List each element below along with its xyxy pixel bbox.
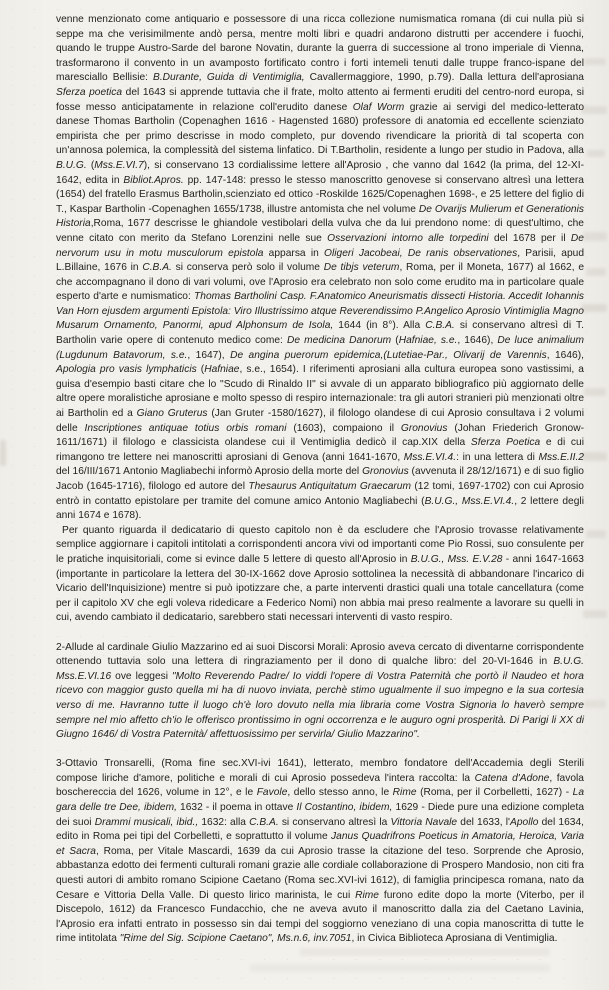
main-text-paragraph: venne menzionato come antiquario e possessore di una ricca collezione numismatica romana (di cui nulla più si seppe ma che verisimilmente andò persa, mentre molti libri e quadri andarono distrutti per accendere i fuochi, quando le truppe Austro-Sarde del barone Novatin, durante la guerra di successione al trono imperiale di Vienna, trasformarono il convento in un avamposto fortificato contro i forti intemeli tenuti dalle truppe franco-ispane del maresciallo Bellisie: B.Durante, Guida di Ventimiglia, Cavallermaggiore, 1990, p.79). Dalla lettura dell'aprosiana Sferza poetica del 1643 si apprende tuttavia che il frate, molto attento ai fermenti eruditi del centro-nord europa, si fosse messo anticipatamente in relazione coll'erudito danese Olaf Worm grazie ai servigi del medico-letterato danese Thomas Bartholin (Copenaghen 1616 - Hagensted 1680) professore di anatomia ed eccellente scienziato empirista che per primo descrisse in modo completo, pur dovendo rivendicare la priorità di tal scoperta con un'annosa polemica, la complessità del sistema linfatico. Di T.Bartholin, residente a lungo per studio in Padova, alla B.U.G. (Mss.E.VI.7), si conservano 13 cordialissime lettere all'Aprosio , che vanno dal 1642 (la prima, del 12-XI-1642, edita in Bibliot.Apros. pp. 147-148: presso le stesso manoscritto genovese si conservano altresì una lettera (1654) del fratello Erasmus Bartholin,scienziato ed ottico -Roskilde 1625/Copenaghen 1698-, e 25 lettere del figlio di T., Kaspar Bartholin -Copenaghen 1655/1738, illustre antomista che nel volume De Ovarijs Mulierum et Generationis Historia,Roma, 1677 descrisse le ghiandole vestibolari della vulva che da lui prendono nome: di quest'ultimo, che venne citato con merito da Stefano Lorenzini nelle sue Osservazioni intorno alle torpedini del 1678 per il De nervorum usu in motu musculorum epistola apparsa in Oligeri Jacobeai, De ranis observationes, Parisii, apud L.Billaine, 1676 in C.B.A. si conserva però solo il volume De tibjs veterum, Roma, per il Moneta, 1677) al 1662, e che accompagnano il dono di vari volumi, ove l'Aprosio era celebrato non solo come erudito ma in particolare quale esperto d'arte e numismatico: Thomas Bartholini Casp. F.Anatomico Aneurismatis dissecti Historia. Accedit Iohannis Van Horn ejusdem argumenti Epistola: Viro Illustrissimo atque Reverendissimo P.Angelico Aprosio Vintimiglia Magno Musarum Ornamento, Panormi, apud Alphonsum de Isola, 1644 (in 8°). Alla C.B.A. si conservano altresì di T. Bartholin varie opere di contenuto medico come: De medicina Danorum (Hafniae, s.e., 1646), De luce animalium (Lugdunum Batavorum, s.e., 1647), De angina puerorum epidemica,(Lutetiae-Par., Olivarij de Varennis, 1646), Apologia pro vasis lymphaticis (Hafniae, s.e., 1654). I riferimenti aprosiani alla cultura europea sono vastissimi, a guisa d'esempio basti citare che lo "Scudo di Rinaldo II" si avvale di un apparato bibliografico più aggiornato delle altre opere moralistiche aprosiane e molto spesso di respiro internazionale: tra gli autori stranieri più menzionati oltre ai Bartholin ed a Giano Gruterus (Jan Gruter -1580/1627), il filologo olandese di cui Aprosio consultava i 2 volumi delle Inscriptiones antiquae totius orbis romani (1603), compaiono il Gronovius (Johan Friederich Gronow-1611/1671) il filologo e classicista olandese cui il Ventimiglia dedicò il cap.XIX della Sferza Poetica e di cui rimangono tre lettere nei manoscritti aprosiani di Genova (anni 1641-1670, Mss.E.VI.4.: in una lettera di Mss.E.II.2 del 16/III/1671 Antonio Magliabechi informò Aprosio della morte del Gronovius (avvenuta il 28/12/1671) e di suo figlio Jacob (1645-1716), filologo ed autore del Thesaurus Antiquitatum Graecarum (12 tomi, 1697-1702) con cui Aprosio entrò in contatto epistolare per tramite del comune amico Antonio Magliabechi (B.U.G., Mss.E.VI.4., 2 lettere degli anni 1674 e 1678). [56, 14, 585, 522]
scan-artifact [582, 452, 607, 461]
scan-artifact [584, 700, 606, 708]
scan-artifact [584, 388, 606, 396]
scan-artifact [581, 106, 607, 114]
scan-artifact [250, 964, 550, 972]
document-text [56, 13, 584, 947]
scan-artifact [581, 304, 607, 312]
scan-artifact [584, 58, 606, 65]
footnote-2-paragraph: 2-Allude al cardinale Giulio Mazzarino ed ai suoi Discorsi Morali: Aprosio aveva cercato di diventarne corrispondente ottenendo tuttavia solo una lettera di ringraziamento per il dono di qualche libro: del 20-VI-1646 in B.U.G. Mss.E.VI.16 ove leggesi "Molto Reverendo Padre/ Io viddi l'opere di Vostra Paternità che portò il Naudeo et hora ricevo con maggior gusto quella mi ha di nuovo inviata, perchè stimo ugualmente il suo impegno e la sua cortesia verso di me. Havranno tutte il luogo ch'è loro dovuto nella mia libraria come Vostra Signoria lo haverò sempre sempre nel mio affetto ch'io le offerisco prontissimo in ogni occorrenza e le auguro ogni prosperità. Di Parigi li XX di Giugno 1646/ di Vostra Paternità/ affettuosissimo per servirla/ Giulio Mazzarino". [56, 641, 584, 741]
footnote-3-paragraph: 3-Ottavio Tronsarelli, (Roma fine sec.XVI-ivi 1641), letterato, membro fondatore dell'Accademia degli Sterili compose liriche d'amore, politiche e morali di cui Aprosio possedeva l'intera raccolta: la Catena d'Adone, favola boschereccia del 1626, volume in 12°, e le Favole, dello stesso anno, le Rime (Roma, per il Corbelletti, 1627) - La gara delle tre Dee, ibidem, 1632 - il poema in ottave Il Costantino, ibidem, 1629 - Diede pure una edizione completa dei suoi Drammi musicali, ibid., 1632: alla C.B.A. si conservano altresì la Vittoria Navale del 1633, l'Apollo del 1634, edito in Roma pei tipi del Corbelletti, e soprattutto il volume Janus Quadrifrons Poeticus in Amatoria, Heroica, Varia et Sacra, Roma, per Vitale Mascardi, 1639 da cui Aprosio trasse la citazione del teso. Sorprende che Aprosio, abbastanza edotto dei fermenti culturali romani grazie alle cordiale collaborazione di Prospero Mandosio, non citi fra questi autori di ambito romano Scipione Caetano (Roma sec.XVI-ivi 1612), di famiglia principesca romana, nato da Cesare e Vittoria Della Valle. Di questo lirico marinista, le cui Rime furono edite dopo la morte (Viterbo, per il Discepolo, 1612) da Francesco Fundacchio, che ne aveva avuto il manoscritto dalla zia del Caetano Lavinia, l'Aprosio era infatti entrato in possesso sin dai tempi del soggiorno veneziano di una copia manoscritta di tutte le rime intitolata "Rime del Sig. Scipione Caetano", Ms.n.6, inv.7051, in Civica Biblioteca Aprosiana di Ventimiglia. [56, 758, 585, 945]
scan-artifact [586, 268, 606, 276]
scan-artifact [586, 530, 606, 538]
scan-artifact [583, 610, 607, 618]
scan-artifact [300, 948, 550, 956]
scan-artifact [583, 232, 607, 241]
scan-artifact [0, 440, 6, 466]
scan-artifact [587, 150, 605, 157]
dedicatee-paragraph: Per quanto riguarda il dedicatario di questo capitolo non è da escludere che l'Aprosio trovasse relativamente semplice aggiornare i capitoli intitolati a corrispondenti ancora vivi od importanti come Pio Rossi, suo consulente per le pratiche inquisitoriali, come si evince dalle 5 lettere di questo all'Aprosio in B.U.G., Mss. E.V.28 - anni 1647-1663 (importante in particolare la lettera del 30-IX-1662 dove Aprosio sottolinea la necessità di abbandonare l'incarico di Vicario dell'Inquisizione) mentre si può ipotizzare che, a parte interventi drastici quali una totale cancellatura (come per il capitolo XV che egli voleva ridedicare a Federico Nomi) non abbia mai preso realmente a lavorare su quelli in cui, avendo cambiato il dedicatario, sarebbero stati necessari interventi di vasto respiro. [56, 524, 584, 624]
